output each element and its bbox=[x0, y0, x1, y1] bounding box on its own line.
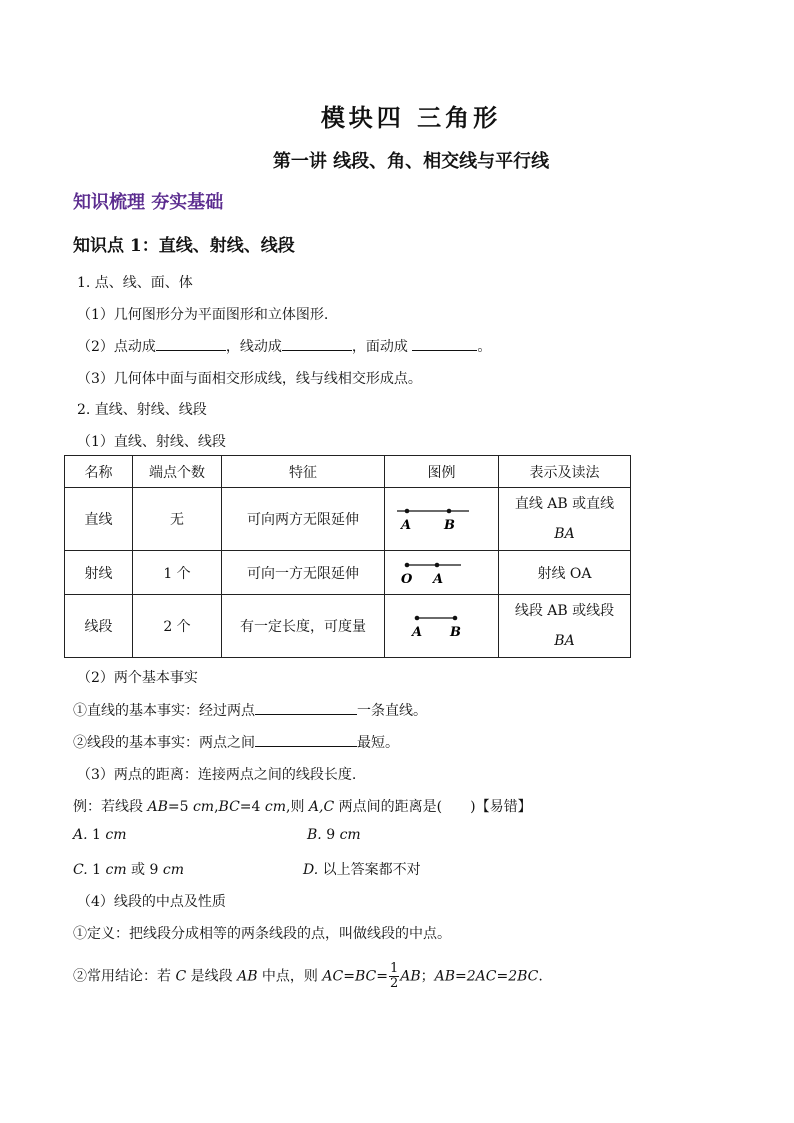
table-header: 特征 bbox=[222, 456, 385, 488]
section-heading: 知识梳理 夯实基础 bbox=[73, 192, 224, 213]
point-label: A bbox=[411, 625, 422, 640]
segment-figure bbox=[387, 606, 497, 642]
cell-feature: 可向两方无限延伸 bbox=[222, 488, 385, 551]
option-d: D. 以上答案都不对 bbox=[303, 862, 421, 878]
geometry-classification: （1）几何图形分为平面图形和立体图形. bbox=[77, 307, 329, 323]
lines-subheading: （1）直线、射线、线段 bbox=[77, 434, 226, 450]
facts-heading: （2）两个基本事实 bbox=[77, 670, 198, 686]
ray-figure bbox=[387, 553, 497, 589]
blank-1 bbox=[156, 336, 226, 351]
cell-feature: 有一定长度，可度量 bbox=[222, 595, 385, 658]
motion-statement: （2）点动成 ，线动成 ，面动成 。 bbox=[77, 336, 491, 356]
cell-figure bbox=[385, 595, 499, 658]
point-line-heading: 1. 点、线、面、体 bbox=[77, 275, 193, 291]
cell-endpoints: 2 个 bbox=[133, 595, 222, 658]
segment-fact: ②线段的基本事实：两点之间 最短。 bbox=[73, 732, 399, 752]
option-b: B. 9 cm bbox=[307, 827, 361, 843]
option-c: C. 1 cm 或 9 cm bbox=[73, 862, 184, 878]
midpoint-heading: （4）线段的中点及性质 bbox=[77, 894, 226, 910]
knowledge-point-heading: 知识点 1：直线、射线、线段 bbox=[73, 236, 295, 256]
fraction-one-half: $\frac{1}{2}$ bbox=[389, 961, 399, 991]
table-header-row bbox=[65, 456, 631, 488]
table-row bbox=[65, 488, 631, 551]
table-header: 端点个数 bbox=[133, 456, 222, 488]
distance-definition: （3）两点的距离：连接两点之间的线段长度. bbox=[77, 767, 357, 783]
lines-heading: 2. 直线、射线、线段 bbox=[77, 402, 207, 418]
table-header: 表示及读法 bbox=[499, 456, 631, 488]
blank-3 bbox=[412, 336, 477, 351]
point-label: B bbox=[443, 518, 455, 533]
cell-endpoints: 1 个 bbox=[133, 551, 222, 595]
line-types-table bbox=[64, 455, 631, 658]
point-label: A bbox=[432, 571, 443, 587]
line-fact: ①直线的基本事实：经过两点 一条直线。 bbox=[73, 700, 427, 720]
cell-reading: 线段 AB 或线段 BA bbox=[499, 595, 631, 658]
cell-name: 线段 bbox=[65, 595, 133, 658]
cell-reading: 直线 AB 或直线 BA bbox=[499, 488, 631, 551]
table-header: 名称 bbox=[65, 456, 133, 488]
midpoint-conclusion: ②常用结论：若 C 是线段 AB 中点，则 AC=BC= $\frac{1}{2}$ AB；AB=2AC=2BC. bbox=[73, 961, 543, 991]
cell-feature: 可向一方无限延伸 bbox=[222, 551, 385, 595]
table-row bbox=[65, 551, 631, 595]
cell-reading: 射线 OA bbox=[499, 551, 631, 595]
midpoint-definition: ①定义：把线段分成相等的两条线段的点，叫做线段的中点。 bbox=[73, 926, 451, 942]
table-header: 图例 bbox=[385, 456, 499, 488]
intersection-statement: （3）几何体中面与面相交形成线，线与线相交形成点。 bbox=[77, 371, 422, 387]
lecture-title: 第一讲 线段、角、相交线与平行线 bbox=[272, 151, 550, 172]
example-stem: 例：若线段 AB=5 cm,BC=4 cm,则 A,C 两点间的距离是( )【易错】 bbox=[73, 799, 532, 815]
line-figure bbox=[387, 497, 497, 537]
cell-name: 直线 bbox=[65, 488, 133, 551]
blank-2 bbox=[282, 336, 352, 351]
blank-5 bbox=[255, 732, 357, 747]
blank-4 bbox=[255, 700, 357, 715]
option-a: A. 1 cm bbox=[73, 827, 127, 843]
page-title: 模块四 三角形 bbox=[320, 103, 502, 132]
point-label: O bbox=[400, 571, 412, 587]
cell-figure bbox=[385, 551, 499, 595]
point-label: A bbox=[400, 518, 411, 533]
cell-name: 射线 bbox=[65, 551, 133, 595]
table-row bbox=[65, 595, 631, 658]
cell-figure bbox=[385, 488, 499, 551]
cell-endpoints: 无 bbox=[133, 488, 222, 551]
point-label: B bbox=[449, 625, 461, 640]
